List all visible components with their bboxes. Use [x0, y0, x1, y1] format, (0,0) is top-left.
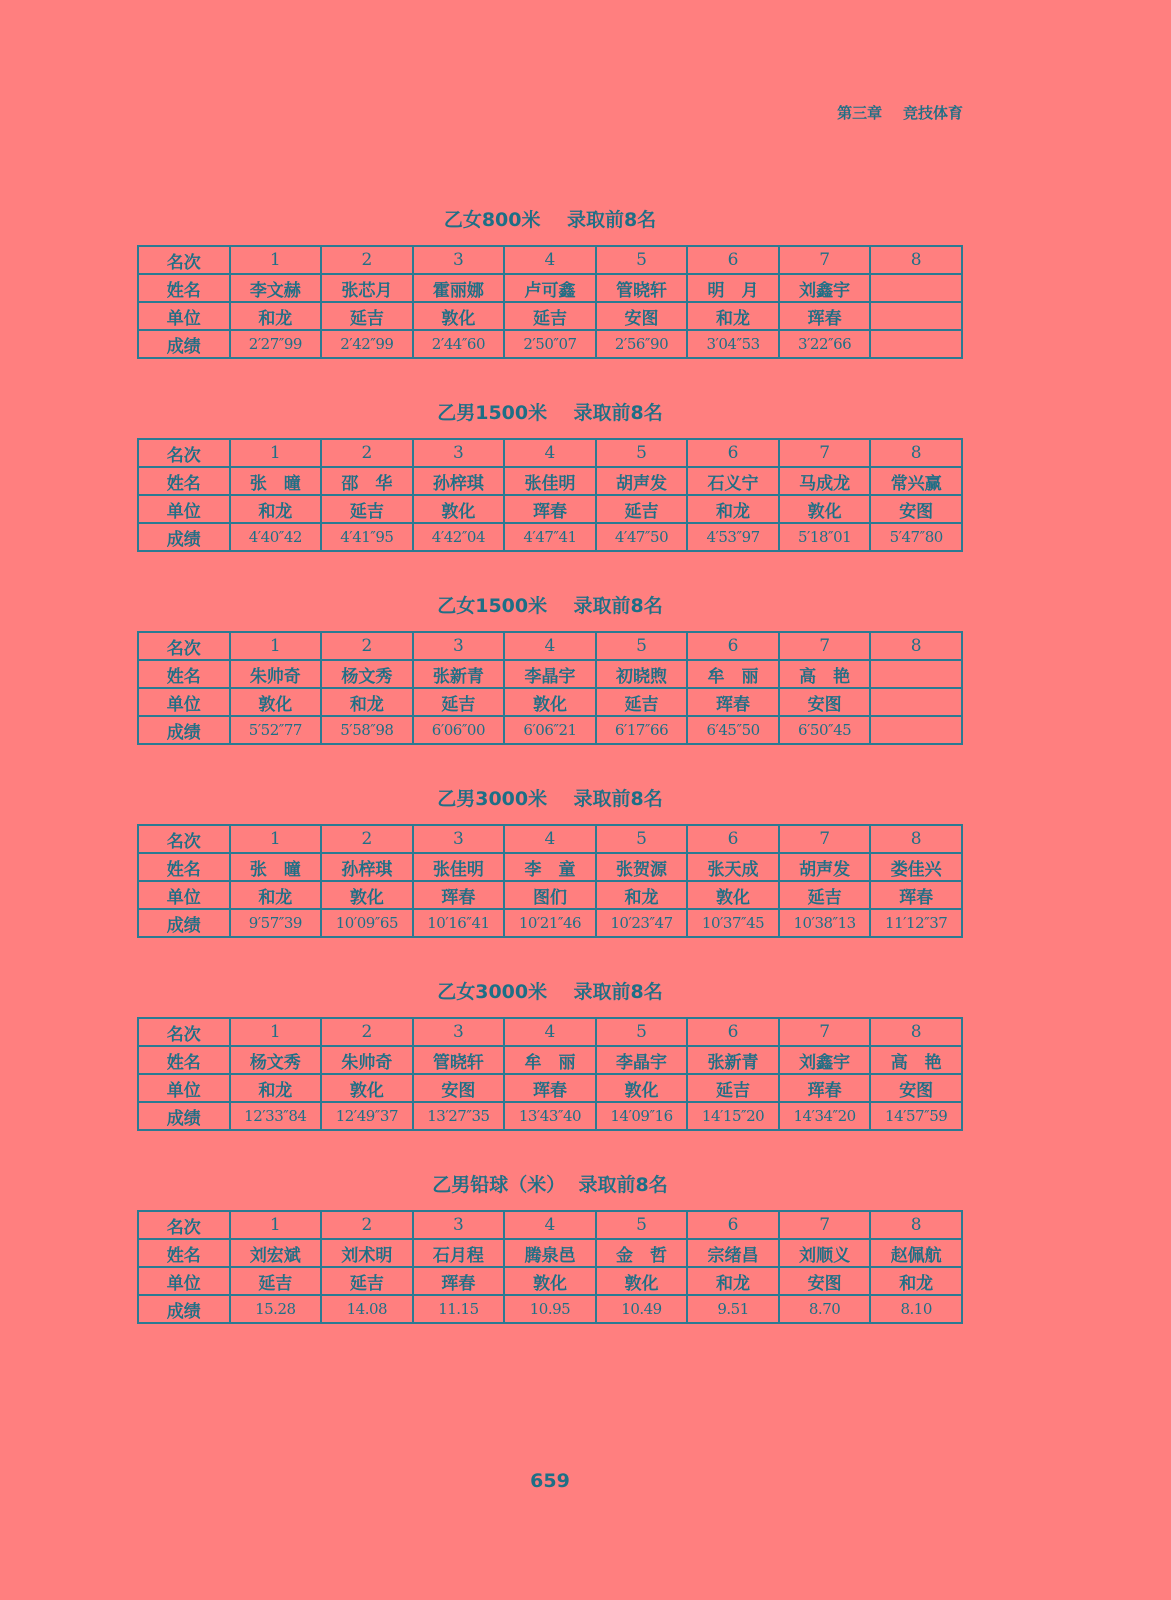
table-cell: 敦化: [413, 302, 505, 330]
table-cell: 5: [596, 439, 688, 467]
table-title: 乙女800米 录取前8名: [443, 209, 657, 231]
table-cell: 7: [779, 439, 871, 467]
table-cell: 刘鑫宇: [779, 1046, 871, 1074]
table-cell: 张芯月: [321, 274, 413, 302]
table-cell: 卢可鑫: [504, 274, 596, 302]
table-cell: 珲春: [687, 688, 779, 716]
table-cell: [870, 660, 962, 688]
table-cell: 敦化: [504, 688, 596, 716]
table-cell: 8: [870, 632, 962, 660]
table-cell: 2: [321, 439, 413, 467]
result-table-section: [137, 398, 963, 552]
table-cell: 14′34″20: [779, 1102, 871, 1130]
table-cell: 2: [321, 632, 413, 660]
table-cell: 14.08: [321, 1295, 413, 1323]
table-cell: 1: [230, 1211, 322, 1239]
row-label: 名次: [138, 246, 230, 274]
row-label: 成绩: [138, 330, 230, 358]
table-cell: [870, 302, 962, 330]
table-cell: 珲春: [413, 1267, 505, 1295]
table-cell: 赵佩航: [870, 1239, 962, 1267]
result-row: [138, 330, 962, 358]
table-cell: 6: [687, 825, 779, 853]
table-cell: 3: [413, 825, 505, 853]
row-label: 单位: [138, 1074, 230, 1102]
table-cell: 宗绪昌: [687, 1239, 779, 1267]
table-cell: 李晶宇: [596, 1046, 688, 1074]
table-cell: 5: [596, 246, 688, 274]
row-label: 姓名: [138, 1046, 230, 1074]
row-label: 成绩: [138, 909, 230, 937]
table-cell: 3: [413, 632, 505, 660]
table-cell: 延吉: [321, 302, 413, 330]
table-cell: 6: [687, 632, 779, 660]
table-cell: 10′09″65: [321, 909, 413, 937]
table-cell: 安图: [596, 302, 688, 330]
table-cell: 4: [504, 1018, 596, 1046]
table-cell: 10′23″47: [596, 909, 688, 937]
table-cell: 2: [321, 825, 413, 853]
table-cell: 8.70: [779, 1295, 871, 1323]
name-row: [138, 1239, 962, 1267]
table-cell: 2: [321, 1211, 413, 1239]
table-cell: 4′42″04: [413, 523, 505, 551]
table-cell: 刘术明: [321, 1239, 413, 1267]
name-row: [138, 1046, 962, 1074]
table-cell: 8: [870, 439, 962, 467]
row-label: 单位: [138, 688, 230, 716]
result-table-section: [137, 784, 963, 938]
table-cell: 8: [870, 246, 962, 274]
table-cell: 高 艳: [779, 660, 871, 688]
table-cell: 5′18″01: [779, 523, 871, 551]
table-cell: 延吉: [321, 495, 413, 523]
table-cell: 4′53″97: [687, 523, 779, 551]
table-cell: 延吉: [596, 495, 688, 523]
table-cell: 7: [779, 1211, 871, 1239]
table-cell: 敦化: [779, 495, 871, 523]
table-cell: 6: [687, 1018, 779, 1046]
row-label: 成绩: [138, 1102, 230, 1130]
table-cell: 胡声发: [779, 853, 871, 881]
table-cell: 7: [779, 825, 871, 853]
table-cell: 12′33″84: [230, 1102, 322, 1130]
table-cell: 牟 丽: [687, 660, 779, 688]
table-cell: 张贺源: [596, 853, 688, 881]
table-cell: 10′38″13: [779, 909, 871, 937]
table-cell: 6′06″00: [413, 716, 505, 744]
results-table: [137, 1017, 963, 1131]
table-cell: 石义宁: [687, 467, 779, 495]
table-cell: 石月程: [413, 1239, 505, 1267]
table-title: 乙男3000米 录取前8名: [437, 788, 663, 810]
table-cell: 5: [596, 632, 688, 660]
table-cell: 刘宏斌: [230, 1239, 322, 1267]
table-cell: 3′22″66: [779, 330, 871, 358]
table-cell: 和龙: [230, 1074, 322, 1102]
row-label: 成绩: [138, 523, 230, 551]
rank-row: [138, 439, 962, 467]
table-cell: 2′44″60: [413, 330, 505, 358]
table-cell: 和龙: [687, 495, 779, 523]
unit-row: [138, 881, 962, 909]
table-cell: 张 曈: [230, 853, 322, 881]
table-cell: 刘顺义: [779, 1239, 871, 1267]
rank-row: [138, 1211, 962, 1239]
unit-row: [138, 495, 962, 523]
table-cell: 6′50″45: [779, 716, 871, 744]
table-cell: 延吉: [321, 1267, 413, 1295]
table-cell: 张天成: [687, 853, 779, 881]
table-cell: 李 童: [504, 853, 596, 881]
result-row: [138, 1102, 962, 1130]
table-cell: 安图: [870, 495, 962, 523]
table-cell: [870, 716, 962, 744]
table-cell: 敦化: [230, 688, 322, 716]
table-cell: 1: [230, 825, 322, 853]
table-cell: 珲春: [779, 302, 871, 330]
table-cell: 6: [687, 1211, 779, 1239]
table-cell: 和龙: [687, 1267, 779, 1295]
table-cell: 腾泉邑: [504, 1239, 596, 1267]
table-cell: 14′15″20: [687, 1102, 779, 1130]
rank-row: [138, 825, 962, 853]
rank-row: [138, 1018, 962, 1046]
table-cell: 1: [230, 1018, 322, 1046]
table-cell: 和龙: [230, 302, 322, 330]
table-cell: 金 哲: [596, 1239, 688, 1267]
result-row: [138, 1295, 962, 1323]
table-cell: 杨文秀: [230, 1046, 322, 1074]
table-cell: 5′47″80: [870, 523, 962, 551]
table-cell: 马成龙: [779, 467, 871, 495]
table-cell: 9.51: [687, 1295, 779, 1323]
table-cell: 7: [779, 246, 871, 274]
table-cell: 3: [413, 1211, 505, 1239]
table-cell: 1: [230, 632, 322, 660]
table-cell: 延吉: [504, 302, 596, 330]
table-cell: 14′57″59: [870, 1102, 962, 1130]
row-label: 单位: [138, 495, 230, 523]
table-cell: 4: [504, 1211, 596, 1239]
table-cell: 安图: [779, 688, 871, 716]
table-cell: 1: [230, 246, 322, 274]
table-cell: 4: [504, 825, 596, 853]
table-cell: 敦化: [687, 881, 779, 909]
results-table: [137, 245, 963, 359]
table-cell: 10.49: [596, 1295, 688, 1323]
table-cell: 8: [870, 825, 962, 853]
table-title: 乙女3000米 录取前8名: [437, 981, 663, 1003]
table-cell: 安图: [779, 1267, 871, 1295]
row-label: 单位: [138, 881, 230, 909]
table-cell: 延吉: [779, 881, 871, 909]
row-label: 名次: [138, 1211, 230, 1239]
table-cell: 和龙: [230, 881, 322, 909]
table-cell: 5′58″98: [321, 716, 413, 744]
unit-row: [138, 1074, 962, 1102]
table-cell: 6′45″50: [687, 716, 779, 744]
row-label: 姓名: [138, 1239, 230, 1267]
table-cell: 4′47″50: [596, 523, 688, 551]
row-label: 成绩: [138, 1295, 230, 1323]
table-cell: 15.28: [230, 1295, 322, 1323]
table-cell: 11.15: [413, 1295, 505, 1323]
table-cell: 13′27″35: [413, 1102, 505, 1130]
row-label: 名次: [138, 439, 230, 467]
table-cell: 敦化: [321, 881, 413, 909]
row-label: 名次: [138, 1018, 230, 1046]
results-table: [137, 1210, 963, 1324]
table-cell: 5: [596, 825, 688, 853]
table-cell: 5: [596, 1211, 688, 1239]
table-cell: 4′47″41: [504, 523, 596, 551]
table-cell: 管晓轩: [596, 274, 688, 302]
table-title: 乙男铅球（米） 录取前8名: [432, 1174, 668, 1196]
table-cell: 12′49″37: [321, 1102, 413, 1130]
table-cell: 3: [413, 1018, 505, 1046]
table-cell: 6′17″66: [596, 716, 688, 744]
table-cell: 延吉: [230, 1267, 322, 1295]
name-row: [138, 853, 962, 881]
table-cell: 朱帅奇: [230, 660, 322, 688]
table-cell: 初晓煦: [596, 660, 688, 688]
unit-row: [138, 688, 962, 716]
table-cell: 10′37″45: [687, 909, 779, 937]
table-cell: 敦化: [504, 1267, 596, 1295]
result-table-section: [137, 205, 963, 359]
row-label: 姓名: [138, 467, 230, 495]
results-table: [137, 438, 963, 552]
table-cell: 8.10: [870, 1295, 962, 1323]
row-label: 单位: [138, 302, 230, 330]
result-table-section: [137, 1170, 963, 1324]
results-table: [137, 824, 963, 938]
table-cell: 珲春: [504, 495, 596, 523]
table-cell: 张佳明: [413, 853, 505, 881]
table-cell: 2: [321, 1018, 413, 1046]
table-cell: 敦化: [596, 1267, 688, 1295]
table-cell: 4′40″42: [230, 523, 322, 551]
table-cell: 3: [413, 439, 505, 467]
table-cell: 高 艳: [870, 1046, 962, 1074]
row-label: 名次: [138, 632, 230, 660]
chapter-header: 第三章 竞技体育: [837, 104, 963, 122]
table-cell: 李文赫: [230, 274, 322, 302]
table-cell: [870, 274, 962, 302]
table-cell: 娄佳兴: [870, 853, 962, 881]
name-row: [138, 660, 962, 688]
row-label: 姓名: [138, 660, 230, 688]
results-table: [137, 631, 963, 745]
table-cell: 2′42″99: [321, 330, 413, 358]
table-cell: 孙梓琪: [321, 853, 413, 881]
table-cell: 杨文秀: [321, 660, 413, 688]
table-cell: 和龙: [321, 688, 413, 716]
result-row: [138, 909, 962, 937]
table-cell: 13′43″40: [504, 1102, 596, 1130]
table-cell: 8: [870, 1018, 962, 1046]
table-cell: 2′50″07: [504, 330, 596, 358]
table-cell: 11′12″37: [870, 909, 962, 937]
table-cell: 4: [504, 439, 596, 467]
table-cell: 珲春: [413, 881, 505, 909]
result-row: [138, 523, 962, 551]
table-cell: 敦化: [596, 1074, 688, 1102]
table-cell: 2′27″99: [230, 330, 322, 358]
unit-row: [138, 1267, 962, 1295]
name-row: [138, 274, 962, 302]
row-label: 名次: [138, 825, 230, 853]
table-cell: 2′56″90: [596, 330, 688, 358]
table-cell: 珲春: [870, 881, 962, 909]
table-title: 乙女1500米 录取前8名: [437, 595, 663, 617]
table-cell: 4: [504, 632, 596, 660]
table-cell: 和龙: [230, 495, 322, 523]
rank-row: [138, 246, 962, 274]
row-label: 单位: [138, 1267, 230, 1295]
result-table-section: [137, 591, 963, 745]
table-cell: 8: [870, 1211, 962, 1239]
table-cell: 5: [596, 1018, 688, 1046]
table-cell: 5′52″77: [230, 716, 322, 744]
table-cell: 6′06″21: [504, 716, 596, 744]
table-cell: 图们: [504, 881, 596, 909]
table-cell: 延吉: [413, 688, 505, 716]
table-cell: 孙梓琪: [413, 467, 505, 495]
table-cell: 常兴赢: [870, 467, 962, 495]
table-cell: 李晶宇: [504, 660, 596, 688]
row-label: 姓名: [138, 274, 230, 302]
table-cell: 珲春: [779, 1074, 871, 1102]
table-cell: 4′41″95: [321, 523, 413, 551]
table-cell: 和龙: [870, 1267, 962, 1295]
result-row: [138, 716, 962, 744]
table-cell: 珲春: [504, 1074, 596, 1102]
table-cell: 张新青: [413, 660, 505, 688]
table-cell: 和龙: [687, 302, 779, 330]
table-cell: 敦化: [413, 495, 505, 523]
name-row: [138, 467, 962, 495]
rank-row: [138, 632, 962, 660]
row-label: 成绩: [138, 716, 230, 744]
table-cell: 6: [687, 246, 779, 274]
table-cell: 牟 丽: [504, 1046, 596, 1074]
table-cell: 明 月: [687, 274, 779, 302]
table-cell: 10.95: [504, 1295, 596, 1323]
table-cell: 安图: [870, 1074, 962, 1102]
row-label: 姓名: [138, 853, 230, 881]
table-cell: 6: [687, 439, 779, 467]
table-cell: 刘鑫宇: [779, 274, 871, 302]
table-cell: 张新青: [687, 1046, 779, 1074]
table-cell: 和龙: [596, 881, 688, 909]
table-cell: 10′21″46: [504, 909, 596, 937]
table-cell: 4: [504, 246, 596, 274]
table-cell: 管晓轩: [413, 1046, 505, 1074]
table-cell: 9′57″39: [230, 909, 322, 937]
table-cell: 胡声发: [596, 467, 688, 495]
table-cell: 邵 华: [321, 467, 413, 495]
page-number: 659: [530, 1470, 570, 1492]
table-cell: 敦化: [321, 1074, 413, 1102]
table-cell: 延吉: [596, 688, 688, 716]
table-cell: 朱帅奇: [321, 1046, 413, 1074]
table-cell: 张佳明: [504, 467, 596, 495]
table-cell: 7: [779, 632, 871, 660]
table-cell: 霍丽娜: [413, 274, 505, 302]
table-cell: 2: [321, 246, 413, 274]
table-cell: 10′16″41: [413, 909, 505, 937]
unit-row: [138, 302, 962, 330]
table-cell: 安图: [413, 1074, 505, 1102]
result-table-section: [137, 977, 963, 1131]
table-cell: 张 曈: [230, 467, 322, 495]
table-title: 乙男1500米 录取前8名: [437, 402, 663, 424]
table-cell: [870, 330, 962, 358]
table-cell: 延吉: [687, 1074, 779, 1102]
table-cell: 1: [230, 439, 322, 467]
table-cell: 3: [413, 246, 505, 274]
table-cell: 7: [779, 1018, 871, 1046]
table-cell: [870, 688, 962, 716]
table-cell: 3′04″53: [687, 330, 779, 358]
table-cell: 14′09″16: [596, 1102, 688, 1130]
